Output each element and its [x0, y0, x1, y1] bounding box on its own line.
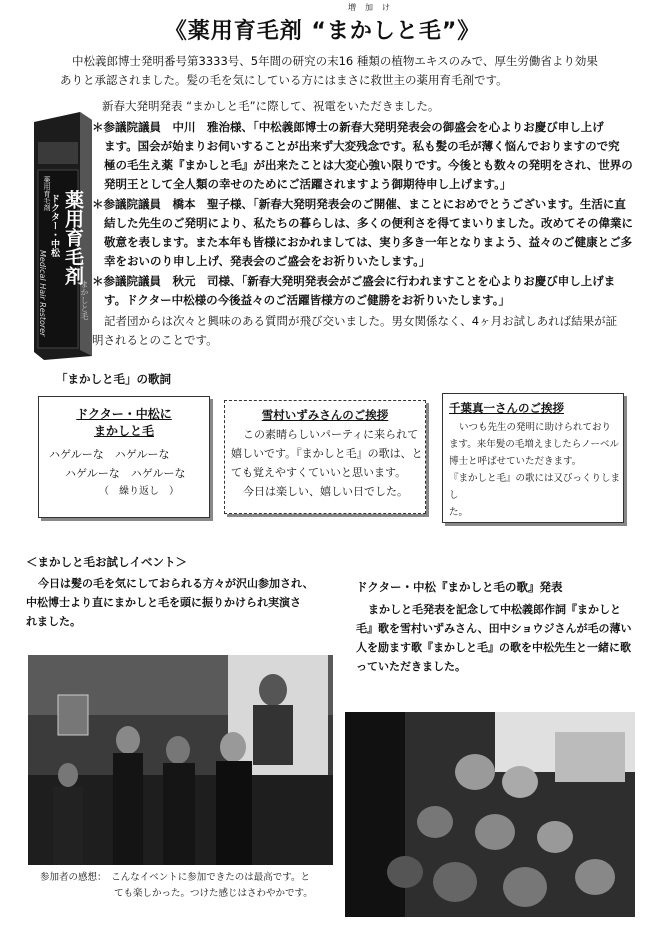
yukimura-title: 雪村いずみさんのご挨拶 [261, 408, 389, 422]
event-text [26, 574, 346, 631]
song-line: っていただきました。 [356, 660, 466, 673]
telegram-line: ます。国会が始まりお伺いすることが出来ず大変残念です。私も髪の毛が薄く悩んでおりますので究 [104, 139, 620, 153]
chiba-line: いつも先生の発明に助けられており [459, 422, 612, 433]
telegram-line: 発明王として全人類の幸せのためにご活躍されますよう御期待申し上げます。」 [104, 177, 512, 191]
telegram-akimoto [92, 272, 637, 310]
telegram-sender: ＊参議院議員 中川 雅治様、 [92, 120, 253, 134]
telegram-line: 「新春大発明発表会がご盛会に行われますことを心よりお慶び申し上げま [241, 274, 616, 288]
event-line: 今日は髪の毛を気にしておられる方々が沢山参加され、 [38, 577, 314, 590]
song-line: 毛』歌を雪村いずみさん、田中ショウジさんが毛の薄い [356, 622, 632, 635]
press-line: 記者団からは次々と興味のある質問が飛び交いました。男女関係なく、4ヶ月お試しあれば結果が証 [104, 314, 618, 328]
chiba-line: 『まかしと毛』の歌には又びっくりしまし [449, 473, 621, 501]
intro-line: 中松義郎博士発明番号第3333号、5年間の研究の末16 種類の植物エキスのみで、厚生労働省より効果 [72, 54, 598, 68]
product-box-latin: Medical Hair Restorer [38, 250, 47, 337]
telegram-line: 極の毛生え薬『まかしと毛』が出来たことは大変心強い限りです。今後とも数々の発明をされ、世界の [104, 158, 633, 172]
yukimura-line: ても覚えやすくていいと思います。 [231, 466, 407, 479]
event-line: れました。 [26, 615, 81, 628]
page-title: 《薬用育毛剤 “まかしと毛”》 [164, 19, 481, 44]
chiba-line: 博士と呼ばせていただきます。 [449, 456, 582, 467]
telegram-sender: ＊参議院議員 橋本 聖子様、 [92, 197, 253, 211]
caption-line: 参加者の感想： こんなイベントに参加できたのは最高です。と [40, 872, 310, 883]
song-line: 人を励ます歌『まかしと毛』の歌を中松先生と一緒に歌 [356, 641, 631, 654]
press-text [92, 312, 639, 350]
telegram-hashimoto [92, 195, 637, 271]
congrats-lead: 新春大発明発表 “まかしと毛”に際して、祝電をいただきました。 [102, 99, 440, 113]
telegram-line: 結した先生のご発明により、私たちの暮らしは、多くの便利さを得てまいりました。改めてその偉業に [104, 216, 633, 230]
product-box-line1: ドクター・中松 [49, 194, 59, 257]
telegram-sender: ＊参議院議員 秋元 司様、 [92, 274, 242, 288]
lyrics-box [38, 396, 210, 518]
telegram-line: 「新春大発明発表会のご開催、まことにおめでとうございます。生活に直 [253, 197, 626, 211]
event-caption [40, 870, 313, 902]
lyrics-repeat: （ 繰り返し ） [99, 486, 179, 497]
yukimura-line: 嬉しいです。『まかしと毛』の歌は、と [231, 447, 423, 460]
title-ruby: 増加け [348, 3, 399, 12]
event-heading: ＜まかしと毛お試しイベント＞ [26, 555, 187, 569]
lyrics-line: ハゲルーな ハゲルーな [49, 448, 170, 461]
product-box-top: 薬用育毛剤 [43, 176, 51, 211]
song-photo [345, 712, 635, 917]
lyrics-line: ハゲルーな ハゲルーな [65, 467, 186, 480]
telegram-line: 幸をおいのり申し上げ、発表会のご盛会をお祈りいたします。」 [104, 254, 431, 268]
lyrics-heading: 「まかしと毛」の歌詞 [56, 372, 171, 386]
product-box-name: 薬用育毛剤 [62, 190, 84, 285]
chiba-title: 千葉真一さんのご挨拶 [449, 401, 564, 415]
press-line: 明されるとのことです。 [92, 333, 218, 347]
song-heading: ドクター・中松『まかしと毛の歌』発表 [356, 580, 563, 594]
intro-text [60, 52, 632, 90]
yukimura-line: この素晴らしいパーティに来られて [243, 428, 419, 441]
chiba-box [442, 393, 624, 523]
yukimura-line: 今日は楽しい、嬉しい日でした。 [243, 485, 408, 498]
song-text [356, 600, 636, 676]
event-photo [28, 655, 333, 865]
lyrics-title-1: ドクター・中松に [76, 407, 172, 421]
intro-line: ありと承認されました。髪の毛を気にしている方にはまさに救世主の薬用育毛剤です。 [60, 73, 508, 87]
chiba-line: た。 [449, 507, 469, 518]
telegram-line: 敬意を表します。また本年も皆様におかれましては、実り多き一年となりまよう、益々のご健康とご多 [104, 235, 633, 249]
chiba-line: ます。来年髪の毛増えましたらノーベル [449, 439, 619, 450]
lyrics-title-2: まかしと毛 [93, 424, 154, 438]
telegram-nakagawa [92, 118, 637, 194]
telegram-line: す。ドクター中松様の今後益々のご活躍皆様方のご健勝をお祈りいたします。」 [104, 293, 510, 307]
song-line: まかしと毛発表を記念して中松義郎作詞『まかしと [368, 603, 621, 616]
yukimura-box [224, 400, 426, 514]
telegram-line: 「中松義郎博士の新春大発明発表会の御盛会を心よりお慶び申し上げ [253, 120, 604, 134]
caption-line: ても楽しかった。つけた感じはさわやかです。 [114, 888, 313, 899]
product-box-side: まかしと毛 [80, 280, 89, 320]
event-line: 中松博士より直にまかしと毛を頭に振りかけられ実演さ [26, 596, 301, 609]
